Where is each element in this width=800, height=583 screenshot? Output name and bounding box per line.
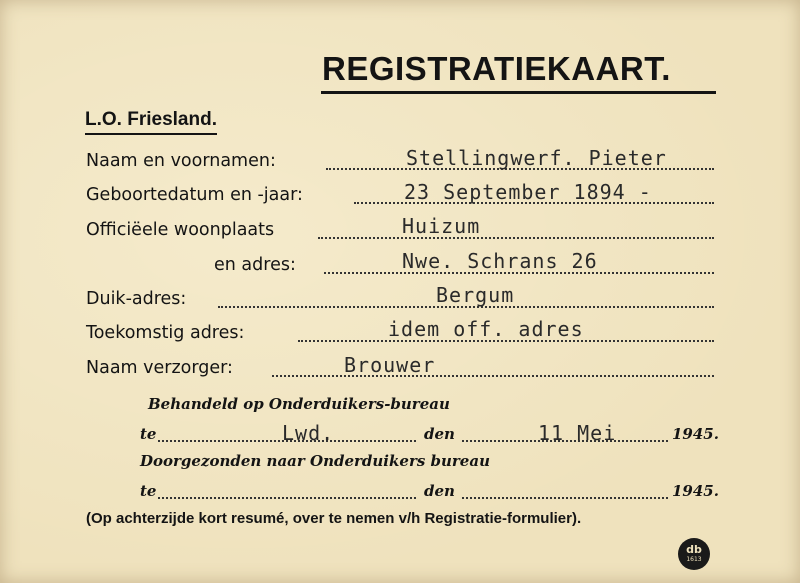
birth-label: Geboortedatum en -jaar:	[86, 185, 303, 205]
processed-date-value: 11 Mei	[538, 421, 617, 445]
processed-den-label: den	[424, 425, 455, 443]
residence-value: Huizum	[402, 214, 481, 238]
future-address-value: idem off. adres	[388, 317, 584, 341]
processed-te-label: te	[140, 425, 157, 443]
birth-value: 23 September 1894 -	[404, 180, 652, 204]
address-label: en adres:	[214, 255, 296, 275]
forwarded-year: 1945.	[672, 482, 719, 500]
organisation-label: L.O. Friesland.	[85, 109, 217, 135]
caretaker-value: Brouwer	[344, 353, 436, 377]
name-value: Stellingwerf. Pieter	[406, 146, 667, 170]
forwarded-heading: Doorgezonden naar Onderduikers bureau	[140, 452, 490, 470]
back-side-note: (Op achterzijde kort resumé, over te nemen v/h Registratie-formulier).	[86, 510, 582, 527]
name-label: Naam en voornamen:	[86, 151, 276, 171]
caretaker-line	[272, 373, 714, 377]
hiding-address-value: Bergum	[436, 283, 515, 307]
stamp-text: db	[686, 543, 702, 556]
processed-place-value: Lwd.	[282, 421, 335, 445]
caretaker-label: Naam verzorger:	[86, 358, 233, 378]
future-address-label: Toekomstig adres:	[86, 323, 245, 343]
stamp-number: 1613	[686, 556, 702, 563]
processed-heading: Behandeld op Onderduikers-bureau	[148, 395, 450, 413]
forwarded-te-label: te	[140, 482, 157, 500]
residence-label: Officiëele woonplaats	[86, 220, 275, 240]
address-value: Nwe. Schrans 26	[402, 249, 598, 273]
forwarded-date-line	[462, 495, 668, 499]
archive-stamp	[678, 538, 710, 570]
residence-line	[318, 235, 714, 239]
hiding-address-label: Duik-adres:	[86, 289, 187, 309]
forwarded-place-line	[158, 495, 416, 499]
card-title: REGISTRATIEKAART.	[322, 50, 671, 87]
processed-year: 1945.	[672, 425, 719, 443]
forwarded-den-label: den	[424, 482, 455, 500]
title-underline	[321, 91, 716, 94]
